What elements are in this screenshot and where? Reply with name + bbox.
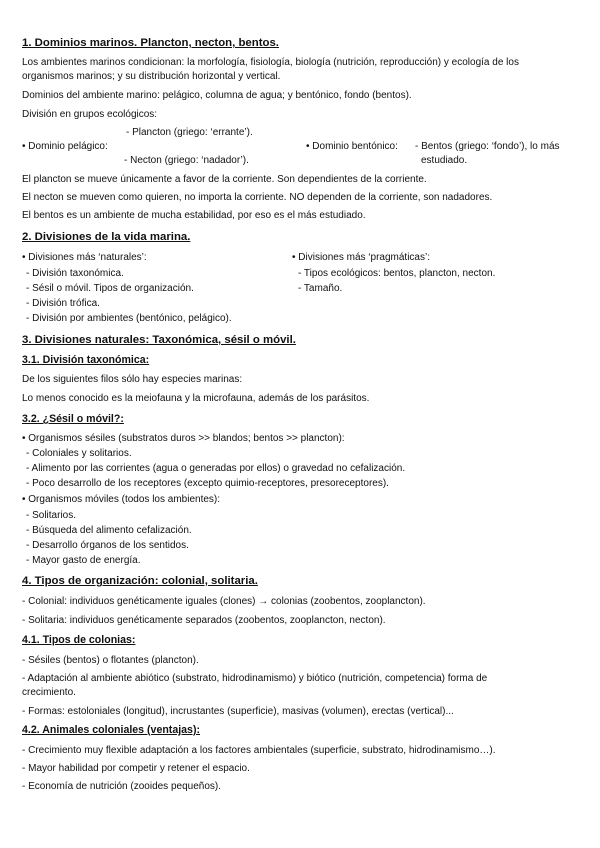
natural-division-item: - Sésil o móvil. Tipos de organización. (26, 283, 194, 294)
pragmatic-divisions-heading: • Divisiones más ‘pragmáticas’: (292, 252, 430, 263)
sessile-item: - Alimento por las corrientes (agua o generadas por ellos) o gravedad no cefalización. (26, 463, 406, 474)
s1-paragraph-2: Dominios del ambiente marino: pelágico, columna de agua; y bentónico, fondo (bentos). (22, 90, 412, 101)
colony-type-item: - Formas: estoloniales (longitud), incrustantes (superficie), masivas (volumen), erectas (vertical)... (22, 706, 454, 717)
colony-type-item: - Adaptación al ambiente abiótico (substrato, hidrodinamismo) y biótico (nutrición, competencia) forma de (22, 673, 488, 684)
subsection-3-1-title: 3.1. División taxonómica: (22, 354, 150, 366)
natural-division-item: - División por ambientes (bentónico, pelágico). (26, 313, 232, 324)
mobile-item: - Desarrollo órganos de los sentidos. (26, 540, 189, 551)
mobile-item: - Solitarios. (26, 510, 77, 521)
subsection-4-2-title: 4.2. Animales coloniales (ventajas): (22, 724, 201, 736)
colonial-advantage-item: - Mayor habilidad por competir y retener el espacio. (22, 763, 250, 774)
s1-paragraph-3: División en grupos ecológicos: (22, 109, 158, 120)
natural-division-item: - División trófica. (26, 298, 100, 309)
colonial-advantage-item: - Economía de nutrición (zooides pequeños). (22, 781, 222, 792)
s1-paragraph-4: El plancton se mueve únicamente a favor de la corriente. Son dependientes de la corriente. (22, 174, 427, 185)
s3-1-paragraph-1: De los siguientes filos sólo hay especies marinas: (22, 374, 243, 385)
solitary-definition: - Solitaria: individuos genéticamente separados (zoobentos, zooplancton, necton). (22, 615, 386, 626)
mobile-organisms-heading: • Organismos móviles (todos los ambientes): (22, 494, 221, 505)
pragmatic-division-item: - Tipos ecológicos: bentos, plancton, necton. (298, 268, 496, 279)
s1-paragraph-1: Los ambientes marinos condicionan: la morfología, fisiología, biología (nutrición, reproducción) y ecología de los (22, 57, 519, 68)
subsection-3-2-title: 3.2. ¿Sésil o móvil?: (22, 413, 124, 425)
colony-type-item-cont: crecimiento. (22, 687, 76, 698)
s3-1-paragraph-2: Lo menos conocido es la meiofauna y la microfauna, además de los parásitos. (22, 393, 370, 404)
benthic-domain-label: • Dominio bentónico: (306, 141, 398, 152)
pragmatic-division-item: - Tamaño. (298, 283, 343, 294)
plancton-item: - Plancton (griego: ‘errante’). (126, 127, 253, 138)
sessile-item: - Coloniales y solitarios. (26, 448, 132, 459)
s1-paragraph-5: El necton se mueven como quieren, no importa la corriente. NO dependen de la corriente, son nadadores. (22, 192, 493, 203)
natural-divisions-heading: • Divisiones más ‘naturales’: (22, 252, 147, 263)
natural-division-item: - División taxonómica. (26, 268, 124, 279)
bentos-item: - Bentos (griego: ‘fondo’), lo más (415, 141, 560, 152)
mobile-item: - Mayor gasto de energía. (26, 555, 141, 566)
subsection-4-1-title: 4.1. Tipos de colonias: (22, 634, 136, 646)
section-3-title: 3. Divisiones naturales: Taxonómica, sésil o móvil. (22, 334, 296, 346)
necton-item: - Necton (griego: ‘nadador’). (124, 155, 249, 166)
s1-paragraph-6: El bentos es un ambiente de mucha estabilidad, por eso es el más estudiado. (22, 210, 366, 221)
sessile-organisms-heading: • Organismos sésiles (substratos duros >> blandos; bentos >> plancton): (22, 433, 345, 444)
colony-type-item: - Sésiles (bentos) o flotantes (plancton). (22, 655, 199, 666)
colonial-advantage-item: - Crecimiento muy flexible adaptación a los factores ambientales (superficie, substrato, hidrodinamismo…). (22, 745, 496, 756)
bentos-item-cont: estudiado. (421, 155, 468, 166)
section-4-title: 4. Tipos de organización: colonial, solitaria. (22, 575, 258, 587)
section-1-title: 1. Dominios marinos. Plancton, necton, bentos. (22, 37, 279, 49)
mobile-item: - Búsqueda del alimento cefalización. (26, 525, 192, 536)
colonial-definition: - Colonial: individuos genéticamente iguales (clones) → colonias (zoobentos, zooplancton). (22, 596, 426, 607)
pelagic-domain-label: • Dominio pelágico: (22, 141, 108, 152)
sessile-item: - Poco desarrollo de los receptores (excepto quimio-receptores, presoreceptores). (26, 478, 389, 489)
section-2-title: 2. Divisiones de la vida marina. (22, 231, 191, 243)
s1-paragraph-1-cont: organismos marinos; y su distribución horizontal y vertical. (22, 71, 281, 82)
